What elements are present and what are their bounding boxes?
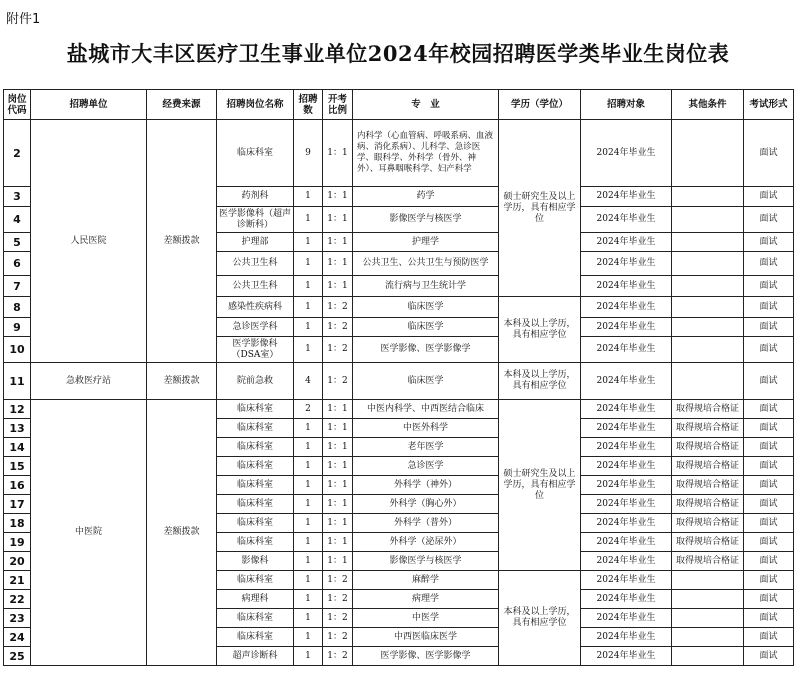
ratio-cell: 1：1 [323,533,353,552]
position-cell: 公共卫生科 [217,252,294,276]
header-funding: 经费来源 [147,90,217,120]
table-row [4,120,794,187]
education-cell-jijiu: 本科及以上学历，具有相应学位 [499,363,581,400]
exam-cell: 面试 [744,297,794,318]
exam-cell: 面试 [744,337,794,363]
major-cell: 中西医临床医学 [353,628,499,647]
target-cell: 2024年毕业生 [581,419,672,438]
other-cell [672,647,744,666]
other-cell: 取得规培合格证 [672,514,744,533]
exam-cell: 面试 [744,476,794,495]
code-cell: 12 [4,400,31,419]
major-cell: 临床医学 [353,297,499,318]
major-cell: 流行病与卫生统计学 [353,276,499,297]
education-cell-zhongyi-bachelor: 本科及以上学历，具有相应学位 [499,571,581,666]
other-cell [672,297,744,318]
target-cell: 2024年毕业生 [581,552,672,571]
code-cell: 18 [4,514,31,533]
count-cell: 1 [294,187,323,207]
ratio-cell: 1：1 [323,233,353,252]
count-cell: 9 [294,120,323,187]
target-cell: 2024年毕业生 [581,647,672,666]
other-cell [672,337,744,363]
target-cell: 2024年毕业生 [581,207,672,233]
major-cell: 中医内科学、中西医结合临床 [353,400,499,419]
position-cell: 临床科室 [217,495,294,514]
position-cell: 临床科室 [217,628,294,647]
exam-cell: 面试 [744,590,794,609]
exam-cell: 面试 [744,120,794,187]
major-cell: 外科学（泌尿外） [353,533,499,552]
code-cell: 23 [4,609,31,628]
count-cell: 1 [294,457,323,476]
target-cell: 2024年毕业生 [581,533,672,552]
education-cell-renmin-bachelor: 本科及以上学历，具有相应学位 [499,297,581,363]
other-cell: 取得规培合格证 [672,495,744,514]
target-cell: 2024年毕业生 [581,438,672,457]
count-cell: 1 [294,590,323,609]
ratio-cell: 1：1 [323,187,353,207]
table-header-row [4,90,794,120]
position-cell: 病理科 [217,590,294,609]
target-cell: 2024年毕业生 [581,337,672,363]
target-cell: 2024年毕业生 [581,628,672,647]
other-cell: 取得规培合格证 [672,419,744,438]
header-code: 岗位代码 [4,90,31,120]
count-cell: 1 [294,252,323,276]
count-cell: 1 [294,233,323,252]
major-cell: 医学影像、医学影像学 [353,647,499,666]
position-cell: 护理部 [217,233,294,252]
position-cell: 医学影像科（超声诊断科） [217,207,294,233]
other-cell [672,571,744,590]
position-cell: 医学影像科（DSA室） [217,337,294,363]
header-other: 其他条件 [672,90,744,120]
unit-cell-renmin: 人民医院 [31,120,147,363]
count-cell: 1 [294,337,323,363]
major-cell: 外科学（神外） [353,476,499,495]
major-cell: 老年医学 [353,438,499,457]
other-cell [672,609,744,628]
document-title: 盐城市大丰区医疗卫生事业单位2024年校园招聘医学类毕业生岗位表 [66,41,730,66]
ratio-cell: 1：2 [323,571,353,590]
target-cell: 2024年毕业生 [581,514,672,533]
code-cell: 7 [4,276,31,297]
code-cell: 17 [4,495,31,514]
position-cell: 院前急救 [217,363,294,400]
ratio-cell: 1：2 [323,337,353,363]
target-cell: 2024年毕业生 [581,318,672,337]
target-cell: 2024年毕业生 [581,187,672,207]
target-cell: 2024年毕业生 [581,276,672,297]
code-cell: 21 [4,571,31,590]
other-cell: 取得规培合格证 [672,457,744,476]
other-cell: 取得规培合格证 [672,552,744,571]
exam-cell: 面试 [744,571,794,590]
position-cell: 临床科室 [217,120,294,187]
count-cell: 1 [294,647,323,666]
position-cell: 临床科室 [217,571,294,590]
other-cell [672,120,744,187]
header-exam: 考试形式 [744,90,794,120]
code-cell: 10 [4,337,31,363]
target-cell: 2024年毕业生 [581,120,672,187]
count-cell: 4 [294,363,323,400]
target-cell: 2024年毕业生 [581,590,672,609]
exam-cell: 面试 [744,609,794,628]
target-cell: 2024年毕业生 [581,571,672,590]
exam-cell: 面试 [744,276,794,297]
ratio-cell: 1：2 [323,628,353,647]
count-cell: 1 [294,495,323,514]
header-count: 招聘数 [294,90,323,120]
ratio-cell: 1：2 [323,318,353,337]
header-target: 招聘对象 [581,90,672,120]
table-row [4,400,794,419]
exam-cell: 面试 [744,628,794,647]
other-cell [672,252,744,276]
exam-cell: 面试 [744,363,794,400]
ratio-cell: 1：1 [323,476,353,495]
other-cell [672,187,744,207]
unit-cell-zhongyi: 中医院 [31,400,147,666]
code-cell: 20 [4,552,31,571]
exam-cell: 面试 [744,457,794,476]
exam-cell: 面试 [744,495,794,514]
exam-cell: 面试 [744,207,794,233]
exam-cell: 面试 [744,233,794,252]
other-cell [672,590,744,609]
count-cell: 2 [294,400,323,419]
target-cell: 2024年毕业生 [581,457,672,476]
code-cell: 6 [4,252,31,276]
major-cell: 护理学 [353,233,499,252]
code-cell: 11 [4,363,31,400]
code-cell: 13 [4,419,31,438]
major-cell: 影像医学与核医学 [353,207,499,233]
exam-cell: 面试 [744,533,794,552]
count-cell: 1 [294,571,323,590]
target-cell: 2024年毕业生 [581,233,672,252]
unit-cell-jijiu: 急救医疗站 [31,363,147,400]
code-cell: 9 [4,318,31,337]
code-cell: 14 [4,438,31,457]
table-row [4,363,794,400]
funding-cell-zhongyi: 差额拨款 [147,400,217,666]
position-cell: 影像科 [217,552,294,571]
ratio-cell: 1：1 [323,419,353,438]
position-cell: 超声诊断科 [217,647,294,666]
position-cell: 临床科室 [217,533,294,552]
target-cell: 2024年毕业生 [581,363,672,400]
count-cell: 1 [294,297,323,318]
major-cell: 麻醉学 [353,571,499,590]
ratio-cell: 1：1 [323,252,353,276]
exam-cell: 面试 [744,400,794,419]
ratio-cell: 1：1 [323,514,353,533]
ratio-cell: 1：1 [323,552,353,571]
exam-cell: 面试 [744,647,794,666]
ratio-cell: 1：1 [323,207,353,233]
position-cell: 临床科室 [217,419,294,438]
ratio-cell: 1：2 [323,590,353,609]
positions-table [3,89,794,666]
header-education: 学历（学位） [499,90,581,120]
target-cell: 2024年毕业生 [581,476,672,495]
other-cell: 取得规培合格证 [672,400,744,419]
code-cell: 8 [4,297,31,318]
major-cell: 临床医学 [353,363,499,400]
count-cell: 1 [294,514,323,533]
code-cell: 25 [4,647,31,666]
ratio-cell: 1：1 [323,438,353,457]
exam-cell: 面试 [744,514,794,533]
code-cell: 19 [4,533,31,552]
code-cell: 16 [4,476,31,495]
count-cell: 1 [294,207,323,233]
ratio-cell: 1：1 [323,457,353,476]
major-cell: 药学 [353,187,499,207]
code-cell: 5 [4,233,31,252]
major-cell: 临床医学 [353,318,499,337]
other-cell: 取得规培合格证 [672,533,744,552]
header-position: 招聘岗位名称 [217,90,294,120]
target-cell: 2024年毕业生 [581,609,672,628]
count-cell: 1 [294,476,323,495]
other-cell [672,207,744,233]
ratio-cell: 1：1 [323,400,353,419]
exam-cell: 面试 [744,419,794,438]
position-cell: 临床科室 [217,514,294,533]
code-cell: 4 [4,207,31,233]
major-cell: 中医学 [353,609,499,628]
position-cell: 临床科室 [217,438,294,457]
code-cell: 3 [4,187,31,207]
major-cell: 公共卫生、公共卫生与预防医学 [353,252,499,276]
ratio-cell: 1：1 [323,276,353,297]
exam-cell: 面试 [744,552,794,571]
education-cell-renmin-master: 硕士研究生及以上学历，具有相应学位 [499,120,581,297]
header-major: 专 业 [353,90,499,120]
funding-cell-renmin: 差额拨款 [147,120,217,363]
exam-cell: 面试 [744,318,794,337]
major-cell: 外科学（胸心外） [353,495,499,514]
header-ratio: 开考比例 [323,90,353,120]
other-cell: 取得规培合格证 [672,476,744,495]
other-cell [672,628,744,647]
funding-cell-jijiu: 差额拨款 [147,363,217,400]
major-cell: 中医外科学 [353,419,499,438]
major-cell: 急诊医学 [353,457,499,476]
target-cell: 2024年毕业生 [581,297,672,318]
attachment-label: 附件1 [6,12,41,27]
ratio-cell: 1：2 [323,297,353,318]
code-cell: 2 [4,120,31,187]
other-cell [672,233,744,252]
exam-cell: 面试 [744,438,794,457]
major-cell: 医学影像、医学影像学 [353,337,499,363]
ratio-cell: 1：2 [323,609,353,628]
count-cell: 1 [294,552,323,571]
position-cell: 公共卫生科 [217,276,294,297]
code-cell: 22 [4,590,31,609]
target-cell: 2024年毕业生 [581,252,672,276]
target-cell: 2024年毕业生 [581,400,672,419]
count-cell: 1 [294,318,323,337]
other-cell [672,363,744,400]
major-cell: 外科学（普外） [353,514,499,533]
exam-cell: 面试 [744,252,794,276]
other-cell [672,276,744,297]
education-cell-zhongyi-master: 硕士研究生及以上学历，具有相应学位 [499,400,581,571]
ratio-cell: 1：2 [323,363,353,400]
count-cell: 1 [294,609,323,628]
count-cell: 1 [294,438,323,457]
ratio-cell: 1：1 [323,120,353,187]
other-cell [672,318,744,337]
count-cell: 1 [294,628,323,647]
position-cell: 临床科室 [217,609,294,628]
ratio-cell: 1：1 [323,495,353,514]
count-cell: 1 [294,276,323,297]
header-unit: 招聘单位 [31,90,147,120]
other-cell: 取得规培合格证 [672,438,744,457]
position-cell: 急诊医学科 [217,318,294,337]
major-cell: 病理学 [353,590,499,609]
ratio-cell: 1：2 [323,647,353,666]
position-cell: 临床科室 [217,476,294,495]
position-cell: 药剂科 [217,187,294,207]
code-cell: 15 [4,457,31,476]
code-cell: 24 [4,628,31,647]
position-cell: 临床科室 [217,400,294,419]
count-cell: 1 [294,533,323,552]
position-cell: 感染性疾病科 [217,297,294,318]
target-cell: 2024年毕业生 [581,495,672,514]
position-cell: 临床科室 [217,457,294,476]
exam-cell: 面试 [744,187,794,207]
count-cell: 1 [294,419,323,438]
major-cell: 影像医学与核医学 [353,552,499,571]
major-cell: 内科学（心血管病、呼吸系病、血液病、消化系病）、儿科学、急诊医学、眼科学、外科学（骨外、神外）、耳鼻咽喉科学、妇产科学 [353,120,499,187]
